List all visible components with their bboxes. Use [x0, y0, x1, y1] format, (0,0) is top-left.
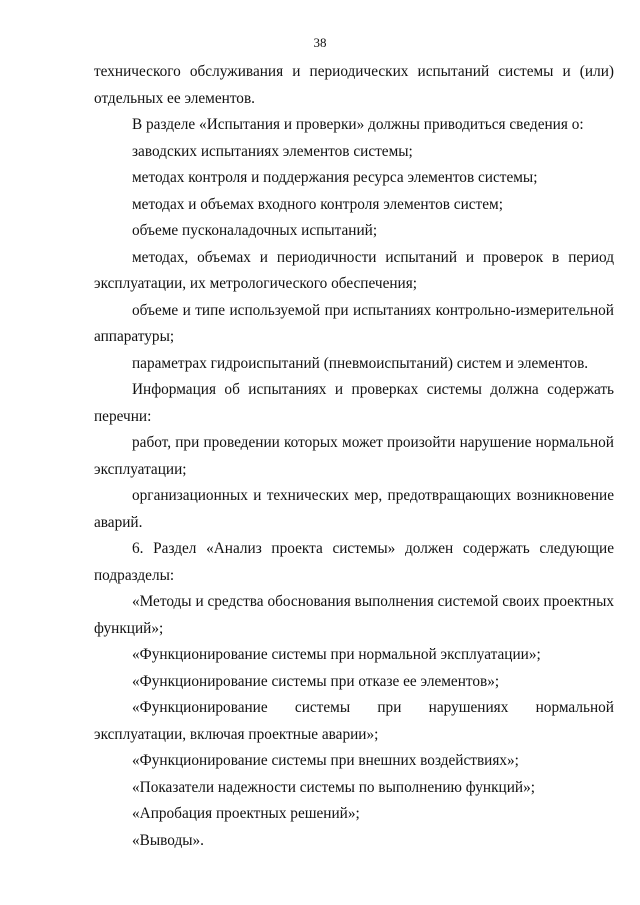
paragraph: «Функционирование системы при нарушениях нормальной эксплуатации, включая проектные аварии»;: [94, 699, 614, 743]
paragraph: методах и объемах входного контроля элементов систем;: [132, 195, 503, 213]
paragraph: работ, при проведении которых может произойти нарушение нормальной эксплуатации;: [94, 434, 614, 478]
paragraph: «Апробация проектных решений»;: [132, 805, 360, 822]
paragraph: организационных и технических мер, предотвращающих возникновение аварий.: [94, 487, 614, 531]
paragraph: «Методы и средства обоснования выполнения системой своих проектных функций»;: [94, 593, 614, 637]
paragraph: методах, объемах и периодичности испытаний и проверок в период эксплуатации, их метрологического обеспечения;: [94, 248, 614, 292]
paragraph: «Показатели надежности системы по выполнению функций»;: [132, 778, 536, 796]
document-body: [94, 59, 614, 854]
paragraph: объеме и типе используемой при испытаниях контрольно-измерительной аппаратуры;: [94, 301, 614, 345]
paragraph: Информация об испытаниях и проверках системы должна содержать перечни:: [94, 381, 614, 425]
page-number: 38: [313, 35, 327, 50]
paragraph: «Функционирование системы при внешних воздействиях»;: [132, 752, 519, 769]
paragraph: заводских испытаниях элементов системы;: [132, 142, 413, 160]
paragraph: 6. Раздел «Анализ проекта системы» должен содержать следующие подразделы:: [94, 540, 614, 584]
paragraph: параметрах гидроиспытаний (пневмоиспытаний) систем и элементов.: [132, 354, 589, 372]
paragraph: методах контроля и поддержания ресурса элементов системы;: [132, 169, 538, 186]
paragraph: технического обслуживания и периодических испытаний системы и (или) отдельных ее элементов.: [94, 63, 614, 107]
paragraph: В разделе «Испытания и проверки» должны приводиться сведения о:: [132, 116, 584, 133]
paragraph: объеме пусконаладочных испытаний;: [132, 222, 378, 239]
paragraph: «Выводы».: [132, 831, 204, 849]
paragraph: «Функционирование системы при отказе ее элементов»;: [132, 672, 500, 690]
paragraph: «Функционирование системы при нормальной эксплуатации»;: [132, 646, 541, 663]
